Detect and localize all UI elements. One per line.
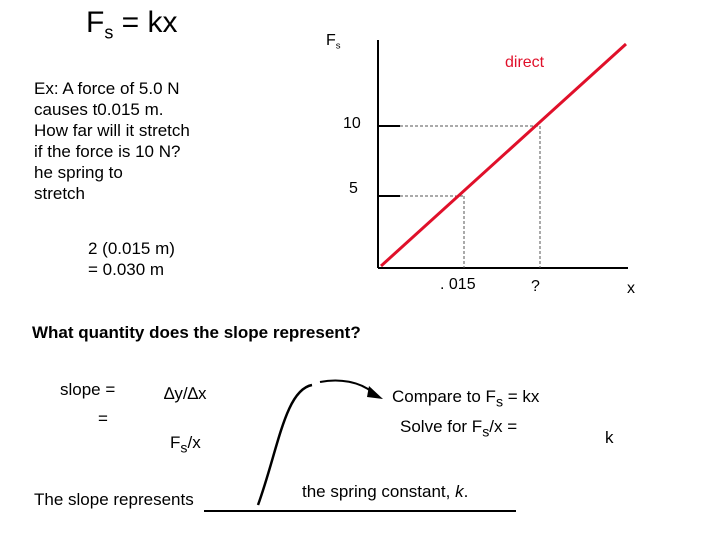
solve-pre: Solve for F <box>400 417 483 436</box>
calc-line-2: = 0.030 m <box>88 260 165 279</box>
fs-sub: s <box>180 440 188 457</box>
example-line: stretch <box>34 184 86 203</box>
example-line: he spring to <box>34 163 123 182</box>
formula-sub: s <box>104 22 114 43</box>
direct-label: direct <box>505 54 545 71</box>
fs-main: F <box>170 433 181 452</box>
example-line: if the force is 10 N? <box>34 142 181 161</box>
y-label-sub: s <box>335 40 341 52</box>
answer-label: The slope represents <box>34 490 194 509</box>
y-tick-label-5: 5 <box>349 180 358 197</box>
fs-rest: /x <box>187 433 201 452</box>
answer-k: k <box>455 482 464 501</box>
calc-line-1: 2 (0.015 m) <box>88 239 175 258</box>
compare-text <box>392 387 539 410</box>
arrow-head <box>367 386 383 399</box>
formula-rest: = kx <box>113 6 178 39</box>
x-tick-label-unknown: ? <box>531 278 540 295</box>
formula-f: F <box>86 6 105 39</box>
x-axis-label: x <box>627 280 635 297</box>
y-label-main: F <box>326 32 336 49</box>
slope-label: slope = <box>60 380 116 399</box>
direct-line <box>381 44 626 266</box>
x-tick-label-015: . 015 <box>440 276 476 293</box>
curved-arrow <box>320 380 372 392</box>
answer-pre: the spring constant, <box>302 482 456 501</box>
k-value: k <box>605 428 614 447</box>
solve-sub: s <box>482 424 490 441</box>
slope-question: What quantity does the slope represent? <box>32 323 361 342</box>
example-line: How far will it stretch <box>34 121 190 140</box>
y-axis-label <box>326 32 341 51</box>
answer-post: . <box>463 482 469 501</box>
example-line: Ex: A force of 5.0 N <box>34 79 180 98</box>
example-line: causes t0.015 m. <box>34 100 164 119</box>
compare-post: = kx <box>503 387 540 406</box>
answer-value <box>302 482 468 502</box>
answer-underline <box>204 510 516 512</box>
delta-y-over-delta-x: ∆y/∆x <box>164 384 207 403</box>
y-tick-label-10: 10 <box>343 115 361 132</box>
equals-sign: = <box>98 409 108 428</box>
fs-over-x <box>170 433 201 456</box>
compare-pre: Compare to F <box>392 387 496 406</box>
solve-text <box>400 417 517 440</box>
compare-sub: s <box>495 394 504 411</box>
solve-post: /x = <box>489 417 518 436</box>
